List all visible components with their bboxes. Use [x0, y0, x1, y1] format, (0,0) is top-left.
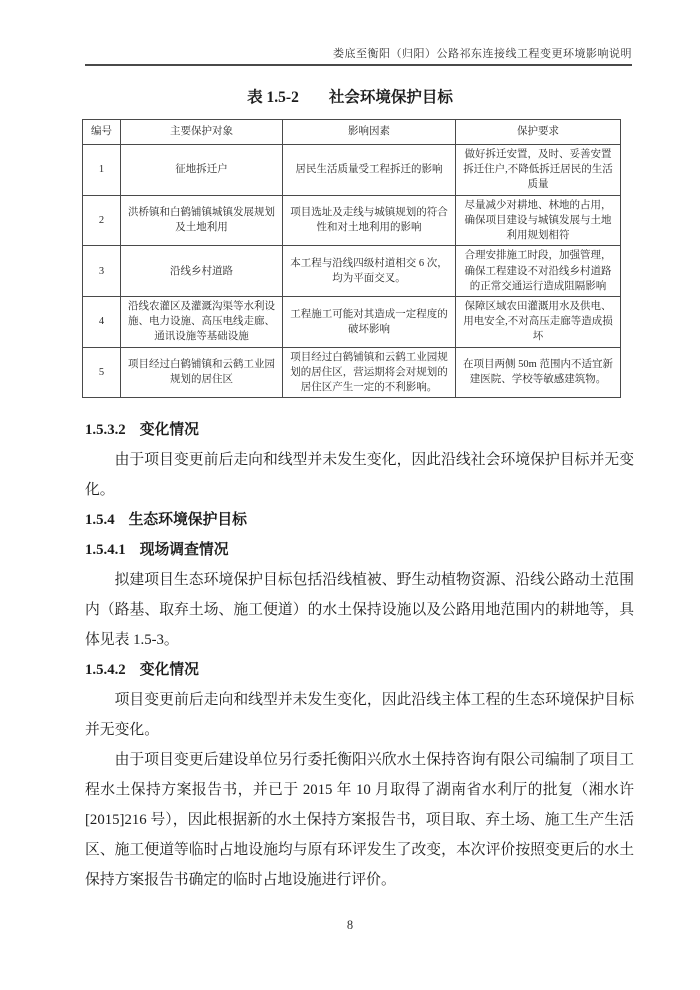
document-header — [85, 0, 632, 66]
section-heading — [85, 415, 634, 445]
social-environment-protection-table — [82, 119, 621, 398]
heading-text: 变化情况 — [139, 422, 199, 439]
heading-text: 现场调查情况 — [139, 542, 229, 559]
table-row — [83, 195, 621, 246]
heading-number: 1.5.3.2 — [85, 422, 126, 439]
page-number: 8 — [346, 918, 354, 932]
table-cell: 尽量减少对耕地、林地的占用，确保项目建设与城镇发展与土地利用规划相符 — [456, 195, 621, 246]
column-header-requirement: 保护要求 — [456, 120, 621, 145]
document-header-title: 娄底至衡阳（归阳）公路祁东连接线工程变更环境影响说明 — [333, 48, 632, 60]
column-header-number: 编号 — [83, 120, 121, 145]
table-cell: 5 — [83, 347, 121, 398]
table-cell: 合理安排施工时段，加强管理，确保工程建设不对沿线乡村道路的正常交通运行造成阻隔影响 — [456, 246, 621, 297]
section-heading — [85, 655, 634, 685]
heading-number: 1.5.4.1 — [85, 542, 126, 559]
paragraph: 项目变更前后走向和线型并未发生变化，因此沿线主体工程的生态环境保护目标并无变化。 — [85, 692, 634, 739]
table-header-row — [83, 120, 621, 145]
column-header-object: 主要保护对象 — [121, 120, 283, 145]
paragraph: 由于项目变更后建设单位另行委托衡阳兴欣水土保持咨询有限公司编制了项目工程水土保持方案报告书，并已于 2015 年 10 月取得了湖南省水利厅的批复（湘水许[2015]216 号），因此根据新的水土保持方案报告书，项目取、弃土场、施工生产生活区、施工便道等临时占地设施均与原有环评发生了改变，本次评价按照变更后的水土保持方案报告书确定的临时占地设施进行评价。 — [85, 752, 634, 889]
table-caption — [0, 85, 700, 107]
table-row — [83, 347, 621, 398]
table-cell: 沿线乡村道路 — [121, 246, 283, 297]
table-cell: 4 — [83, 296, 121, 347]
table-cell: 3 — [83, 246, 121, 297]
table-cell: 征地拆迁户 — [121, 145, 283, 196]
column-header-factor: 影响因素 — [283, 120, 456, 145]
table-caption-title: 社会环境保护目标 — [328, 89, 453, 106]
table-cell: 沿线农灌区及灌溉沟渠等水利设施、电力设施、高压电线走廊、通讯设施等基础设施 — [121, 296, 283, 347]
heading-number: 1.5.4 — [85, 512, 115, 529]
table-cell: 项目经过白鹤铺镇和云鹤工业园规划的居住区 — [121, 347, 283, 398]
heading-text: 生态环境保护目标 — [128, 512, 247, 529]
heading-text: 变化情况 — [139, 662, 199, 679]
table-cell: 在项目两侧 50m 范围内不适宜新建医院、学校等敏感建筑物。 — [456, 347, 621, 398]
paragraph: 由于项目变更前后走向和线型并未发生变化，因此沿线社会环境保护目标并无变化。 — [85, 452, 634, 499]
table-row — [83, 145, 621, 196]
paragraph: 拟建项目生态环境保护目标包括沿线植被、野生动植物资源、沿线公路动土范围内（路基、取弃土场、施工便道）的水土保持设施以及公路用地范围内的耕地等，具体见表 1.5-3。 — [85, 572, 634, 649]
table-row — [83, 246, 621, 297]
table-row — [83, 296, 621, 347]
table-cell: 项目经过白鹤铺镇和云鹤工业园规划的居住区，营运期将会对规划的居住区产生一定的不利影响。 — [283, 347, 456, 398]
table-cell: 工程施工可能对其造成一定程度的破坏影响 — [283, 296, 456, 347]
table-cell: 洪桥镇和白鹤铺镇城镇发展规划及土地利用 — [121, 195, 283, 246]
heading-number: 1.5.4.2 — [85, 662, 126, 679]
sections — [85, 415, 634, 895]
table-caption-label: 表 1.5-2 — [247, 89, 299, 106]
table-cell: 本工程与沿线四级村道相交 6 次，均为平面交叉。 — [283, 246, 456, 297]
section-heading — [85, 505, 634, 535]
table-cell: 项目选址及走线与城镇规划的符合性和对土地利用的影响 — [283, 195, 456, 246]
table-cell: 做好拆迁安置，及时、妥善安置拆迁住户,不降低拆迁居民的生活质量 — [456, 145, 621, 196]
table-cell: 1 — [83, 145, 121, 196]
table-cell: 2 — [83, 195, 121, 246]
table-cell: 居民生活质量受工程拆迁的影响 — [283, 145, 456, 196]
protection-table-body — [83, 145, 621, 398]
section-heading — [85, 535, 634, 565]
table-cell: 保障区域农田灌溉用水及供电、用电安全,不对高压走廊等造成损坏 — [456, 296, 621, 347]
